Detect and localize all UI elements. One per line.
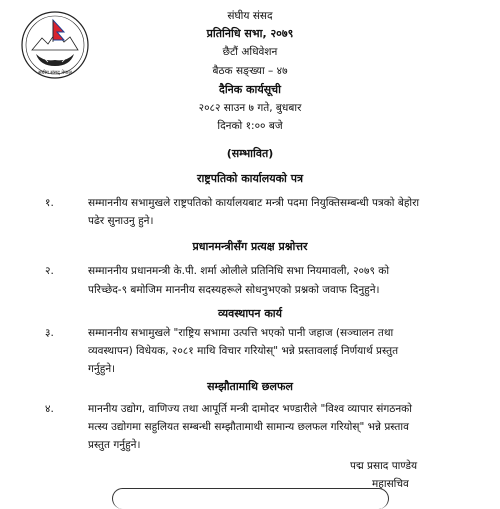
item-text-line: सम्माननीय प्रधानमन्त्री के.पी. शर्मा ओलीले प्रतिनिधि सभा नियमावली, २०७९ को xyxy=(88,265,390,277)
item-text-line: माननीय उद्योग, वाणिज्य तथा आपूर्ति मन्त्री दामोदर भण्डारीले "विश्व व्यापार संगठनको xyxy=(88,403,412,415)
section-title-3: व्यवस्थापन कार्य xyxy=(217,307,283,320)
item-text-line: परिच्छेद-९ बमोजिम माननीय सदस्यहरूले सोधनुभएको प्रश्नको जवाफ दिनुहुने। xyxy=(88,284,380,296)
section-title-2: प्रधानमन्त्रीसँग प्रत्यक्ष प्रश्नोत्तर xyxy=(192,240,308,253)
bottom-frame xyxy=(112,488,389,509)
emblem-caption: संघीय संसद् नेपाल xyxy=(38,70,72,76)
item-number: १. xyxy=(45,197,54,209)
header-line-5: दैनिक कार्यसूची xyxy=(218,83,282,96)
item-number: २. xyxy=(45,265,54,277)
item-text-line: सम्माननीय सभामुखले "राष्ट्रिय सभामा उत्पत्ति भएको पानी जहाज (सञ्चालन तथा xyxy=(88,327,394,339)
item-text-line: मत्स्य उद्योगमा सहुलियत सम्बन्धी सम्झौतामाथी सामान्य छलफल गरियोस्" भन्ने प्रस्ताव xyxy=(88,421,409,433)
header-line-7: दिनको १:०० बजे xyxy=(217,120,283,132)
signatory-name: पद्म प्रसाद पाण्डेय xyxy=(350,460,418,472)
header-line-4: बैठक सङ्ख्या – ४७ xyxy=(212,65,288,77)
item-number: ४. xyxy=(45,403,54,415)
header-line-2: प्रतिनिधि सभा, २०७९ xyxy=(206,27,294,40)
item-text-line: पढेर सुनाउनु हुने। xyxy=(88,215,154,227)
signatory-title: महासचिव xyxy=(372,478,409,490)
item-text-line: सम्माननीय सभामुखले राष्ट्रपतिको कार्यालयबाट मन्त्री पदमा नियुक्तिसम्बन्धी पत्रको बेहोरा xyxy=(88,197,420,209)
item-text-line: गर्नुहुने। xyxy=(88,363,116,375)
item-text-line: व्यवस्थापन) विधेयक, २०८१ माथि विचार गरियोस्" भन्ने प्रस्तावलाई निर्णयार्थ प्रस्तुत xyxy=(88,345,399,357)
header-line-1: संघीय संसद xyxy=(227,10,273,22)
header-line-6: २०८२ साउन ७ गते, बुधबार xyxy=(198,102,302,114)
header-line-3: छैटौं अधिवेशन xyxy=(222,46,278,58)
section-title-1: राष्ट्रपतिको कार्यालयको पत्र xyxy=(196,172,304,185)
section-title-4: सम्झौतामाथि छलफल xyxy=(207,380,293,393)
item-number: ३. xyxy=(45,327,54,339)
item-text-line: प्रस्तुत गर्नुहुने। xyxy=(88,439,141,451)
header-line-8: (सम्भावित) xyxy=(226,147,274,160)
